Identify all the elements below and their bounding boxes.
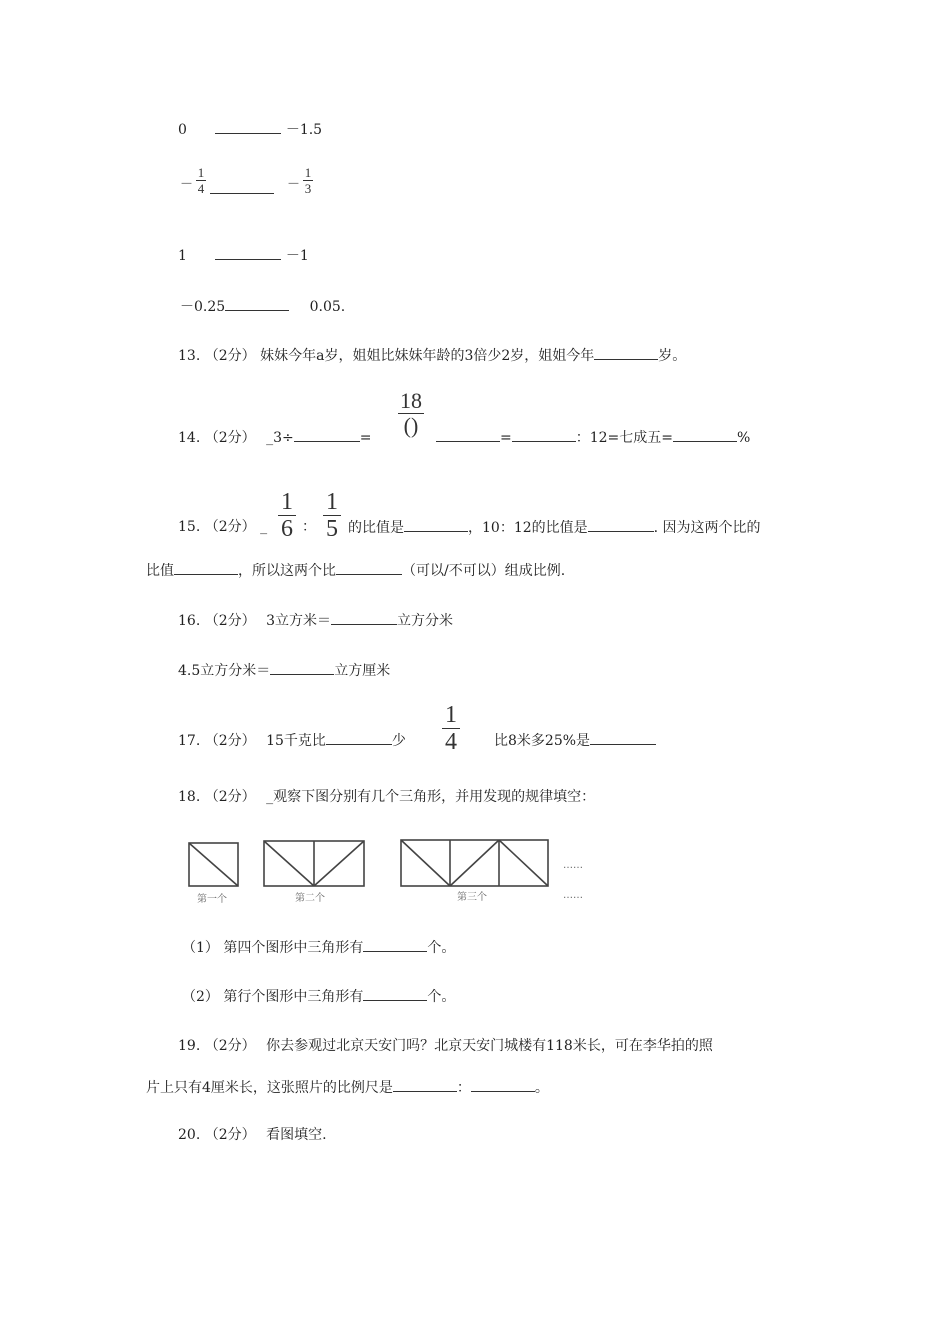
figure-label-3: 第三个: [457, 892, 487, 903]
fraction-left: 1 4: [197, 165, 205, 196]
answer-blank[interactable]: [393, 1078, 457, 1092]
fraction-one-sixth: 1 6: [278, 490, 296, 541]
compare-line-4: －0.25 0.05.: [180, 299, 346, 315]
answer-blank[interactable]: [331, 611, 397, 625]
minus-sign: －: [287, 177, 301, 192]
figure-two: [264, 841, 364, 886]
fraction-right: 1 3: [304, 165, 312, 196]
answer-blank[interactable]: [673, 428, 737, 442]
value-right: －1.5: [285, 122, 323, 138]
answer-blank[interactable]: [225, 297, 289, 311]
question-18: 18. （2分） _观察下图分别有几个三角形，并用发现的规律填空：: [178, 789, 596, 805]
fraction-one-quarter: 1 4: [442, 703, 460, 754]
answer-blank[interactable]: [404, 518, 468, 532]
question-13: 13. （2分） 妹妹今年a岁，姐姐比妹妹年龄的3倍少2岁，姐姐今年 岁。: [178, 348, 687, 364]
triangle-pattern-figure: [185, 826, 605, 908]
continuation-dots: ……: [563, 890, 583, 901]
answer-blank[interactable]: [363, 987, 427, 1001]
answer-blank[interactable]: [436, 428, 500, 442]
answer-blank[interactable]: [590, 731, 656, 745]
fraction-18-over-blank: 18 (): [400, 388, 422, 438]
answer-blank[interactable]: [336, 561, 402, 575]
figure-one: [189, 843, 238, 886]
continuation-dots: ……: [563, 860, 583, 871]
value-left: 0: [178, 122, 187, 138]
question-18-part-1: （1） 第四个图形中三角形有 个。: [182, 940, 456, 956]
answer-blank[interactable]: [270, 661, 334, 675]
figure-label-2: 第二个: [295, 893, 325, 904]
answer-blank[interactable]: [588, 518, 654, 532]
answer-blank[interactable]: [210, 180, 274, 194]
answer-blank[interactable]: [294, 428, 360, 442]
fraction-one-fifth: 1 5: [323, 490, 341, 541]
question-20: 20. （2分） 看图填空.: [178, 1127, 327, 1143]
minus-sign: －: [180, 177, 194, 192]
compare-line-3: 1 －1: [178, 248, 309, 264]
answer-blank[interactable]: [215, 246, 281, 260]
answer-blank[interactable]: [594, 346, 658, 360]
answer-blank[interactable]: [471, 1078, 535, 1092]
figure-three: [401, 840, 548, 886]
answer-blank[interactable]: [512, 428, 576, 442]
compare-line-1: [178, 120, 322, 139]
answer-blank[interactable]: [363, 938, 427, 952]
answer-blank[interactable]: [215, 120, 281, 134]
answer-blank[interactable]: [326, 731, 392, 745]
question-18-part-2: （2） 第行个图形中三角形有 个。: [182, 989, 456, 1005]
answer-blank[interactable]: [174, 561, 238, 575]
figure-label-1: 第一个: [197, 894, 227, 905]
